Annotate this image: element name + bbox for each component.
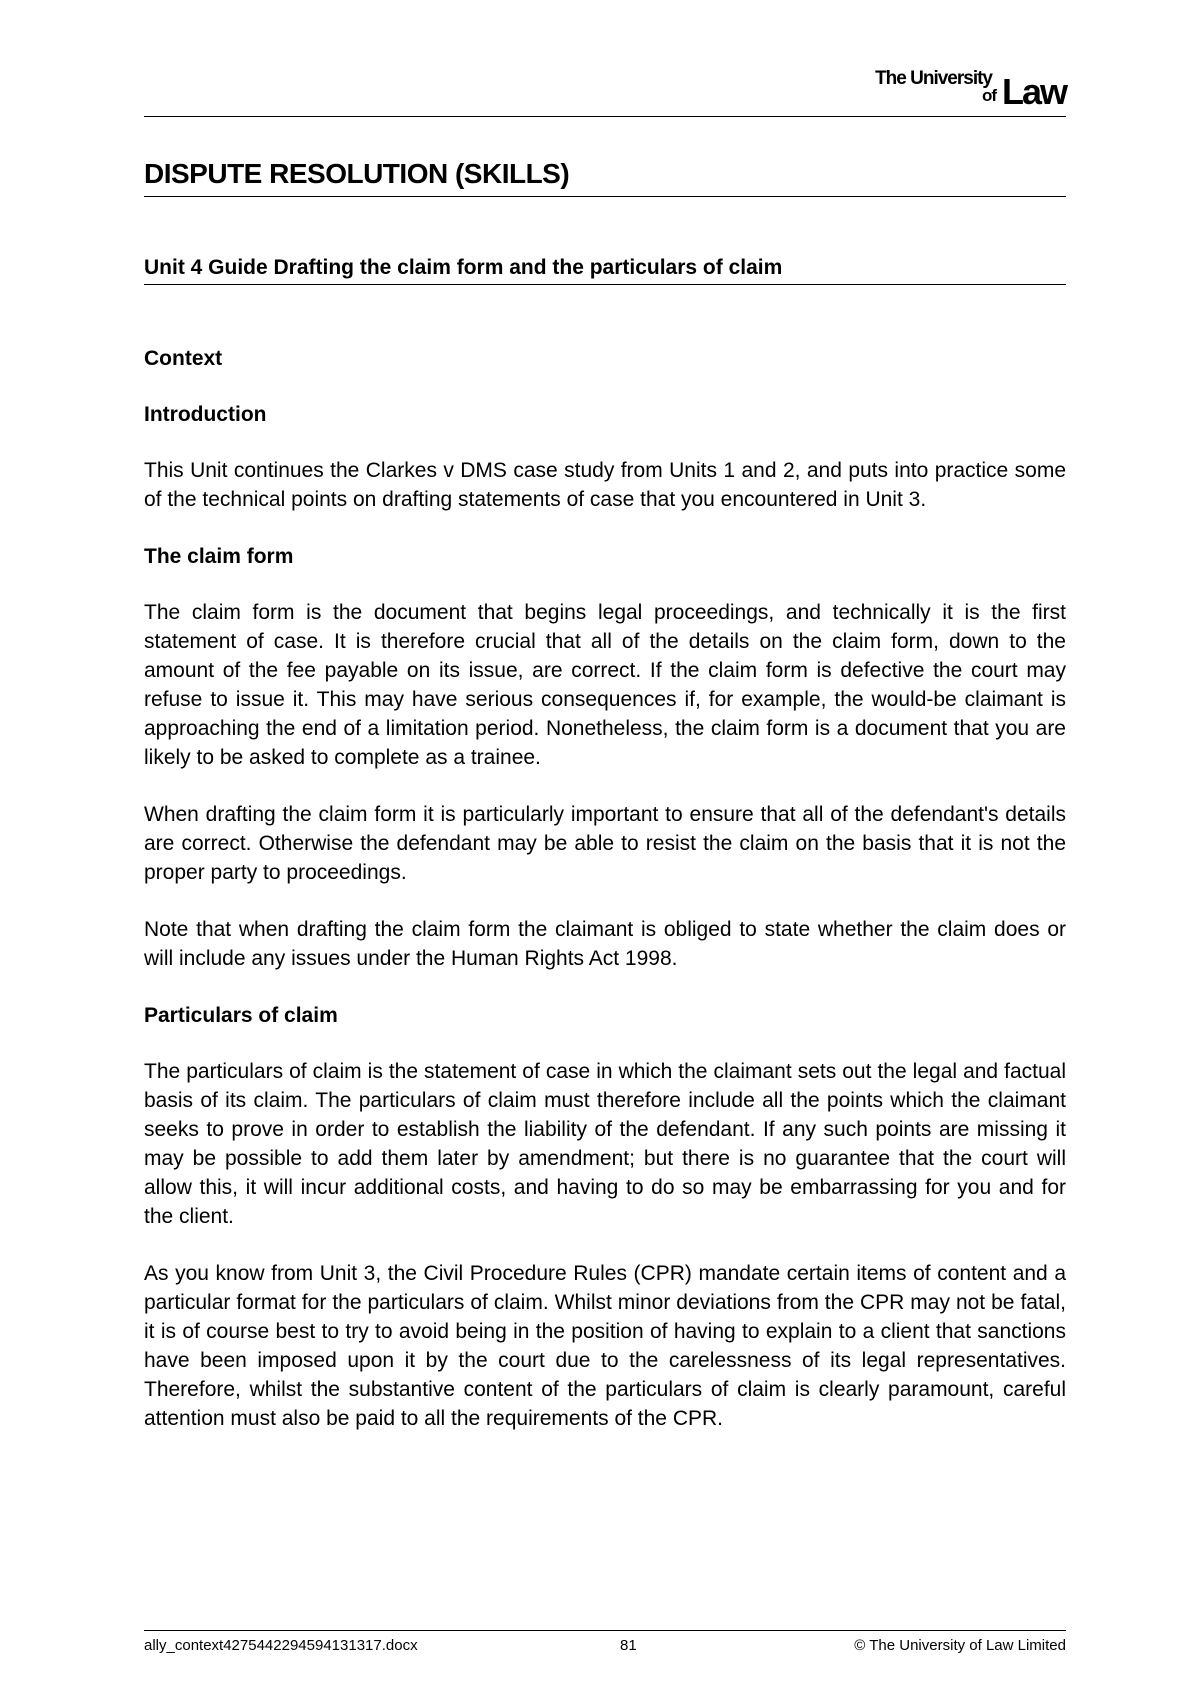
university-of-law-logo xyxy=(860,68,1070,110)
footer-copyright: © The University of Law Limited xyxy=(854,1637,1066,1654)
logo-text-law: Law xyxy=(1001,71,1066,112)
particulars-paragraph-2: As you know from Unit 3, the Civil Procedure Rules (CPR) mandate certain items of content and a particular format for the particulars of claim. Whilst minor deviations from the CPR may not be fatal, it is of course best to try to avoid being in the position of having to explain to a client that sanctions have been imposed upon it by the court due to the carelessness of its legal representatives. Therefore, whilst the substantive content of the particulars of claim is clearly paramount, careful attention must also be paid to all the requirements of the CPR. xyxy=(144,1262,1066,1430)
context-heading: Context xyxy=(144,347,223,370)
logo-text-university: The University xyxy=(875,68,992,89)
introduction-paragraph: This Unit continues the Clarkes v DMS case study from Units 1 and 2, and puts into practice some of the technical points on drafting statements of case that you encountered in Unit 3. xyxy=(144,459,1066,511)
page-footer xyxy=(144,1630,1066,1654)
header-divider xyxy=(144,116,1066,117)
claim-form-paragraph-3: Note that when drafting the claim form the claimant is obliged to state whether the claim does or will include any issues under the Human Rights Act 1998. xyxy=(144,918,1066,970)
particulars-paragraph-1: The particulars of claim is the statement of case in which the claimant sets out the legal and factual basis of its claim. The particulars of claim must therefore include all the points which the claimant seeks to prove in order to establish the liability of the defendant. If any such points are missing it may be possible to add them later by amendment; but there is no guarantee that the court will allow this, it will incur additional costs, and having to do so may be embarrassing for you and for the client. xyxy=(144,1060,1066,1228)
particulars-heading: Particulars of claim xyxy=(144,1004,338,1027)
claim-form-heading: The claim form xyxy=(144,545,294,568)
logo-text-of: of xyxy=(981,86,996,105)
claim-form-paragraph-1: The claim form is the document that begins legal proceedings, and technically it is the first statement of case. It is therefore crucial that all of the details on the claim form, down to the amount of the fee payable on its issue, are correct. If the claim form is defective the court may refuse to issue it. This may have serious consequences if, for example, the would-be claimant is approaching the end of a limitation period. Nonetheless, the claim form is a document that you are likely to be asked to complete as a trainee. xyxy=(144,601,1066,769)
document-title: DISPUTE RESOLUTION (SKILLS) xyxy=(144,158,1066,197)
footer-page-number: 81 xyxy=(620,1637,637,1654)
document-body xyxy=(144,344,1066,1461)
footer-filename: ally_context4275442294594131317.docx xyxy=(144,1637,418,1654)
unit-title: Unit 4 Guide Drafting the claim form and the particulars of claim xyxy=(144,256,1066,285)
claim-form-paragraph-2: When drafting the claim form it is particularly important to ensure that all of the defendant's details are correct. Otherwise the defendant may be able to resist the claim on the basis that it is not the proper party to proceedings. xyxy=(144,803,1066,884)
introduction-heading: Introduction xyxy=(144,403,267,426)
